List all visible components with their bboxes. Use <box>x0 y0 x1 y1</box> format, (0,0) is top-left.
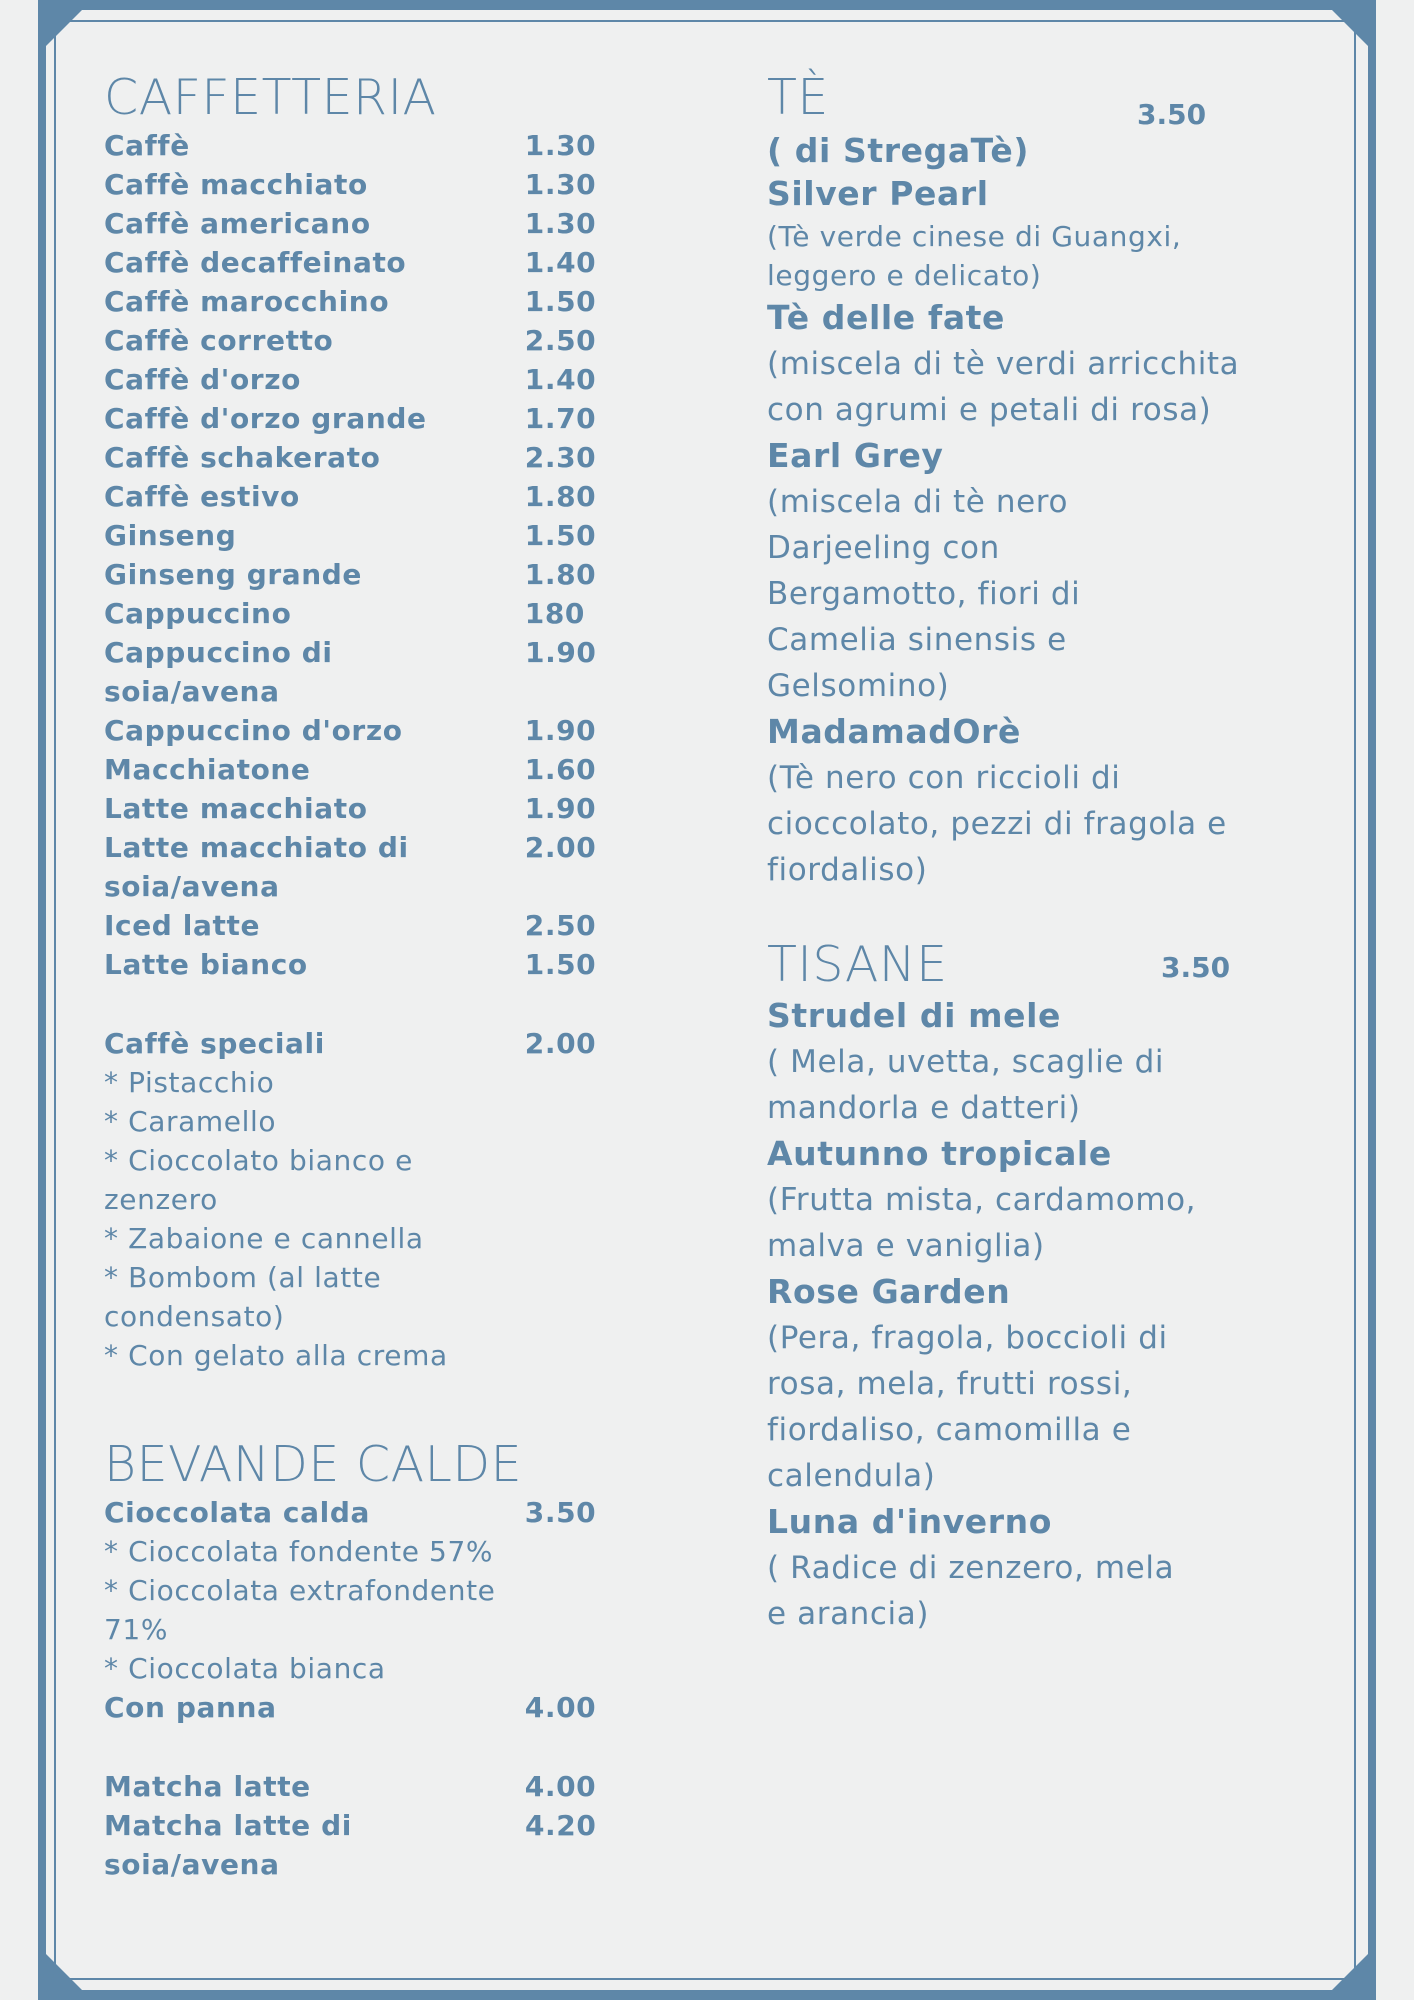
left-column <box>104 70 624 1884</box>
menu-item <box>104 594 624 633</box>
item-price: 2.00 <box>524 831 597 864</box>
item-name: Caffè speciali <box>104 1027 325 1060</box>
menu-item <box>104 555 624 594</box>
item-price: 1.50 <box>524 948 597 981</box>
item-name: Latte bianco <box>104 948 308 981</box>
item-price: 1.30 <box>524 129 597 162</box>
item-name: Latte macchiato di soia/avena <box>104 831 409 903</box>
item-name: Caffè d'orzo grande <box>104 402 427 435</box>
menu-item <box>104 750 624 789</box>
option-item: * Cioccolato bianco e zenzero <box>104 1144 413 1216</box>
menu-item <box>104 1767 624 1806</box>
menu-item <box>104 633 624 711</box>
tisana-item-name: Luna d'inverno <box>767 1502 1053 1541</box>
item-price: 3.50 <box>524 1496 597 1529</box>
item-price: 2.50 <box>524 909 597 942</box>
menu-item <box>104 165 624 204</box>
right-column <box>767 70 1287 1637</box>
item-name: Caffè <box>104 129 190 162</box>
item-price: 2.00 <box>524 1027 597 1060</box>
item-price: 1.80 <box>524 480 597 513</box>
menu-item <box>104 360 624 399</box>
te-item-desc: (Tè verde cinese di Guangxi, leggero e delicato) <box>767 220 1182 292</box>
item-price: 2.30 <box>524 441 597 474</box>
spacer <box>104 1375 624 1437</box>
item-price: 4.00 <box>524 1691 597 1724</box>
section-title-te: TÈ <box>767 69 829 126</box>
item-name: Matcha latte di soia/avena <box>104 1809 352 1881</box>
item-name: Caffè corretto <box>104 324 334 357</box>
item-name: Cioccolata calda <box>104 1496 370 1529</box>
item-name: Caffè estivo <box>104 480 300 513</box>
option-item: * Caramello <box>104 1105 277 1138</box>
te-price: 3.50 <box>1137 98 1207 131</box>
caffe-speciali <box>104 1024 624 1375</box>
section-title-bevande-calde: BEVANDE CALDE <box>104 1436 523 1493</box>
item-price: 1.40 <box>524 246 597 279</box>
item-name: Con panna <box>104 1691 277 1724</box>
menu-item <box>104 438 624 477</box>
section-title-caffetteria: CAFFETTERIA <box>104 69 437 126</box>
menu-item <box>104 906 624 945</box>
caffetteria-list <box>104 126 624 984</box>
te-item-name: MadamadOrè <box>767 712 1021 751</box>
option-item: * Cioccolata bianca <box>104 1652 386 1685</box>
tisana-item-desc: (Frutta mista, cardamomo, malva e vaniglia) <box>767 1182 1197 1264</box>
corner-ornament <box>1332 10 1368 46</box>
item-price: 1.50 <box>524 285 597 318</box>
item-price: 1.90 <box>524 714 597 747</box>
item-name: Caffè d'orzo <box>104 363 301 396</box>
item-name: Cappuccino d'orzo <box>104 714 403 747</box>
section-title-tisane: TISANE <box>767 936 948 993</box>
te-item-name: Earl Grey <box>767 436 944 475</box>
item-price: 2.50 <box>524 324 597 357</box>
te-item-desc: (Tè nero con riccioli di cioccolato, pezzi di fragola e fiordaliso) <box>767 760 1227 888</box>
menu-item <box>104 711 624 750</box>
bevande-calde-list <box>104 1493 624 1884</box>
item-price: 1.30 <box>524 207 597 240</box>
item-price: 1.60 <box>524 753 597 786</box>
tisana-item-name: Strudel di mele <box>767 996 1061 1035</box>
spacer <box>104 984 624 1024</box>
tisane-header <box>767 937 1287 993</box>
item-name: Ginseng <box>104 519 237 552</box>
item-price: 180 <box>524 597 586 630</box>
item-name: Caffè schakerato <box>104 441 381 474</box>
spacer <box>767 893 1287 937</box>
corner-ornament <box>1332 1954 1368 1990</box>
item-price: 4.20 <box>524 1809 597 1842</box>
menu-item <box>104 1688 624 1727</box>
spacer <box>104 1727 624 1767</box>
item-price: 1.90 <box>524 792 597 825</box>
item-price: 1.50 <box>524 519 597 552</box>
option-item: * Bombom (al latte condensato) <box>104 1261 382 1333</box>
te-list <box>767 171 1287 893</box>
item-name: Caffè macchiato <box>104 168 368 201</box>
option-item: * Con gelato alla crema <box>104 1339 448 1372</box>
item-name: Caffè americano <box>104 207 371 240</box>
option-item: * Cioccolata extrafondente 71% <box>104 1574 496 1646</box>
item-name: Cappuccino di soia/avena <box>104 636 333 708</box>
menu-item <box>104 1493 624 1532</box>
item-price: 4.00 <box>524 1770 597 1803</box>
option-item: * Pistacchio <box>104 1066 275 1099</box>
te-item-desc: (miscela di tè nero Darjeeling con Bergamotto, fiori di Camelia sinensis e Gelsomino) <box>767 484 1081 704</box>
item-name: Cappuccino <box>104 597 292 630</box>
menu-item <box>104 399 624 438</box>
item-name: Matcha latte <box>104 1770 311 1803</box>
menu-item <box>104 477 624 516</box>
corner-ornament <box>46 10 82 46</box>
menu-item <box>104 1806 624 1884</box>
item-price: 1.40 <box>524 363 597 396</box>
item-name: Ginseng grande <box>104 558 363 591</box>
item-price: 1.90 <box>525 636 597 669</box>
te-item-name: Silver Pearl <box>767 174 989 213</box>
item-name: Iced latte <box>104 909 261 942</box>
menu-item <box>104 282 624 321</box>
option-item: * Cioccolata fondente 57% <box>104 1535 494 1568</box>
menu-item <box>104 243 624 282</box>
item-name: Macchiatone <box>104 753 311 786</box>
tisana-item-name: Rose Garden <box>767 1272 1011 1311</box>
tisana-item-desc: (Pera, fragola, boccioli di rosa, mela, frutti rossi, fiordaliso, camomilla e calendula) <box>767 1320 1168 1494</box>
menu-item <box>104 204 624 243</box>
item-price: 1.80 <box>524 558 597 591</box>
option-item: * Zabaione e cannella <box>104 1222 424 1255</box>
corner-ornament <box>46 1954 82 1990</box>
item-price: 1.30 <box>524 168 597 201</box>
item-name: Caffè decaffeinato <box>104 246 407 279</box>
te-brand: ( di StregaTè) <box>767 131 1030 170</box>
item-name: Caffè marocchino <box>104 285 390 318</box>
menu-item <box>104 1024 624 1063</box>
tisana-item-name: Autunno tropicale <box>767 1134 1112 1173</box>
te-item-desc: (miscela di tè verdi arricchita con agrumi e petali di rosa) <box>767 346 1240 428</box>
menu-item <box>104 828 624 906</box>
te-item-name: Tè delle fate <box>767 298 1006 337</box>
menu-item <box>104 789 624 828</box>
tisana-item-desc: ( Radice di zenzero, mela e arancia) <box>767 1550 1175 1632</box>
menu-item <box>104 516 624 555</box>
menu-item <box>104 321 624 360</box>
menu-item <box>104 126 624 165</box>
tisane-price: 3.50 <box>1161 951 1231 984</box>
tisana-item-desc: ( Mela, uvetta, scaglie di mandorla e datteri) <box>767 1044 1165 1126</box>
item-price: 1.70 <box>524 402 597 435</box>
item-name: Latte macchiato <box>104 792 368 825</box>
te-header <box>767 70 1287 131</box>
tisane-list <box>767 993 1287 1637</box>
menu-item <box>104 945 624 984</box>
